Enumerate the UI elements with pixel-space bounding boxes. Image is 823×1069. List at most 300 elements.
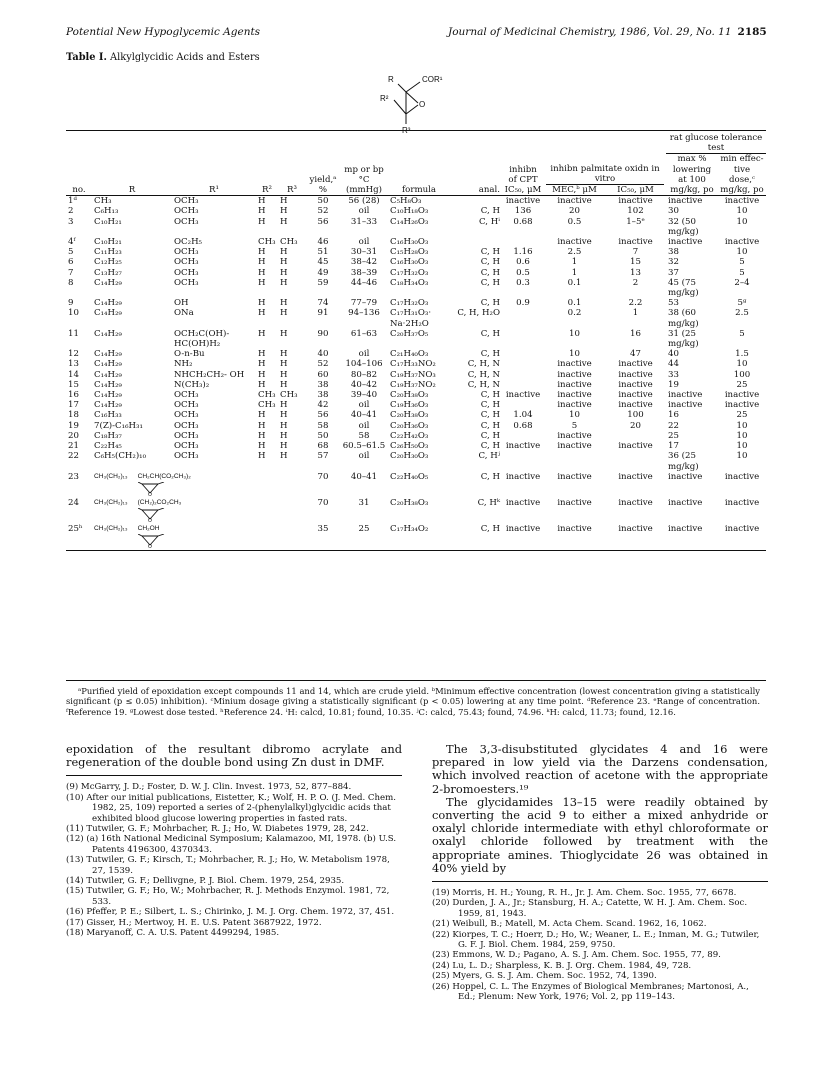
cell-formula: C₂₁H₄₀O₃	[390, 349, 429, 360]
cell-ic50: inactive	[618, 497, 653, 508]
cell-mec: inactive	[557, 441, 592, 452]
table-row	[66, 206, 766, 216]
cell-mp: 38–42	[350, 257, 378, 268]
cell-yield: 68	[317, 441, 329, 452]
table-row	[66, 308, 766, 328]
cell-ic50: 102	[627, 206, 644, 217]
reference-item: (24) Lu, L. D.; Sharpless, K. B. J. Org. Chem. 1984, 49, 728.	[432, 960, 692, 971]
cell-no: 23	[68, 471, 79, 482]
cell-anal: C, Hⁱ	[479, 216, 500, 227]
header-mp: mp or bp °C (mmHg)	[340, 154, 388, 196]
cell-cpt	[502, 308, 544, 328]
cell-r: C₁₀H₂₁	[94, 237, 122, 248]
cell-yield: 50	[317, 196, 329, 207]
cell-mied: 10	[736, 430, 748, 441]
cell-max: 32 (50 mg/kg)	[668, 216, 699, 237]
cell-formula: C₂₀H₃₇O₅	[390, 328, 429, 339]
cell-anal: C, H	[480, 349, 500, 360]
cell-mied: 5	[739, 267, 745, 278]
cell-r1: NH₂	[174, 359, 193, 370]
table-row	[66, 421, 766, 431]
cell-formula: C₁₇H₃₂O₃	[390, 298, 429, 309]
cell-mied: 10	[736, 216, 748, 227]
cell-r3: H	[280, 247, 288, 258]
cell-yield: 91	[317, 308, 329, 319]
cell-mec: 0.1	[567, 277, 582, 288]
cell-r: C₁₄H₂₉	[94, 308, 122, 319]
left-body-text: epoxidation of the resultant dibromo acrylate and regeneration of the double bond using Zn dust in DMF.	[66, 742, 402, 770]
reference-item: (26) Hoppel, C. L. The Enzymes of Biological Membranes; Martonosi, A., Ed.; Plenum: New York, 1976; Vol. 2, pp 119–143.	[432, 981, 749, 1003]
cell-anal: C, H, N	[467, 359, 500, 370]
cell-r3: H	[280, 277, 288, 288]
cell-mec: inactive	[557, 400, 592, 411]
cell-ic50: inactive	[618, 237, 653, 248]
cell-anal: C, H	[480, 277, 500, 288]
cell-cpt: inactive	[505, 497, 541, 508]
cell-max: 53	[668, 298, 679, 309]
cell-anal	[450, 196, 502, 207]
cell-r2: H	[258, 410, 266, 421]
cell-mec: 10	[569, 349, 580, 360]
cell-cpt: inactive	[505, 471, 541, 482]
table-row	[66, 400, 766, 410]
cell-ic50: 1–5ᵉ	[626, 216, 645, 227]
svg-text:O: O	[148, 517, 152, 522]
cell-no: 15	[68, 379, 79, 390]
cell-mied: 10	[736, 206, 748, 217]
cell-mied: 25	[736, 410, 748, 421]
cell-r1: NHCH₂CH₂- OH	[174, 369, 245, 380]
cell-cpt: 0.68	[513, 216, 533, 227]
cell-mec: inactive	[557, 359, 592, 370]
cell-mec: inactive	[557, 196, 592, 207]
cell-mied: inactive	[724, 400, 760, 411]
cell-r2: H	[258, 247, 266, 258]
cell-no: 12	[68, 349, 79, 360]
cell-formula: C₂₀H₃₈O₃	[390, 497, 429, 508]
cell-ic50: inactive	[618, 196, 653, 207]
cell-no: 11	[68, 328, 79, 339]
cell-mp: 25	[340, 524, 388, 551]
cell-cpt	[502, 329, 544, 349]
cell-max: inactive	[668, 471, 703, 482]
cell-mp: oil	[358, 206, 370, 217]
cell-r: C₁₄H₂₉	[94, 400, 122, 411]
cell-mec: inactive	[557, 390, 592, 401]
cell-mied: inactive	[724, 497, 760, 508]
cell-r3: H	[280, 441, 288, 452]
cell-yield: 56	[317, 410, 329, 421]
cell-yield: 42	[317, 400, 329, 411]
header-max-lowering: max % lowering at 100 mg/kg, po	[666, 154, 718, 196]
cell-mp: 61–63	[350, 328, 378, 339]
page-number: 2185	[737, 26, 767, 38]
cell-mp: oil	[358, 349, 370, 360]
cell-ic50: 13	[630, 267, 641, 278]
cell-no: 9	[68, 298, 74, 309]
cell-mied: 5	[739, 257, 745, 268]
struct-substituent: CH₂CH(CO₂CH₃)₂	[137, 472, 191, 480]
cell-r3: H	[280, 308, 288, 319]
table-row	[66, 257, 766, 267]
cell-mied: 10	[736, 441, 748, 452]
cell-yield: 52	[317, 206, 329, 217]
cell-anal: C, H	[480, 410, 500, 421]
table-row-special	[66, 472, 766, 498]
cell-structure	[92, 472, 306, 498]
cell-anal: C, Hᵏ	[477, 497, 500, 508]
cell-ic50: 47	[630, 349, 641, 360]
cell-r3: H	[280, 206, 288, 217]
cell-max: inactive	[668, 497, 703, 508]
cell-max: 40	[668, 349, 679, 360]
cell-yield: 70	[317, 497, 329, 508]
cell-cpt	[502, 359, 544, 369]
reference-item: (9) McGarry, J. D.; Foster, D. W. J. Clin. Invest. 1973, 52, 877–884.	[66, 782, 352, 793]
cell-max: 38 (60 mg/kg)	[668, 308, 699, 329]
cell-r3: H	[280, 328, 288, 339]
struct-r: R	[388, 75, 394, 84]
cell-formula: C₁₀H₁₈O₃	[390, 206, 429, 217]
cell-r1: ONa	[174, 308, 194, 319]
header-cpt: inhibn of CPT IC₅₀, μM	[502, 154, 544, 196]
cell-r2: H	[258, 206, 266, 217]
cell-anal: C, H	[480, 247, 500, 258]
cell-formula: C₁₇H₃₂O₃	[390, 267, 429, 278]
struct-substituent: (CH₂)₂CO₂CH₃	[137, 498, 182, 506]
cell-cpt: inactive	[505, 390, 541, 401]
cell-r1: O-n-Bu	[174, 349, 205, 360]
cell-yield: 70	[317, 471, 329, 482]
cell-r2: H	[258, 430, 266, 441]
table-row	[66, 410, 766, 420]
cell-mp: oil	[358, 451, 370, 462]
reference-item: (18) Maryanoff, C. A. U.S. Patent 4499294, 1985.	[66, 928, 280, 939]
cell-r1: OCH₃	[174, 267, 199, 278]
struct-o: O	[419, 100, 426, 109]
cell-formula: C₁₆H₃₀O₃	[390, 237, 429, 248]
cell-no: 7	[68, 267, 74, 278]
cell-mec: inactive	[557, 471, 592, 482]
cell-r3: H	[280, 451, 288, 462]
cell-formula: C₂₂H₄₂O₃	[390, 430, 429, 441]
cell-yield: 38	[317, 390, 329, 401]
table-row	[66, 380, 766, 390]
table-row	[66, 441, 766, 451]
reference-item: (22) Kiorpes, T. C.; Hoerr, D.; Ho, W.; Weaner, L. E.; Inman, M. G.; Tutwiler, G. F. J. Biol. Chem. 1984, 259, 9750.	[432, 929, 760, 951]
cell-r3: H	[280, 216, 288, 227]
cell-ic50: inactive	[618, 359, 653, 370]
right-column	[432, 743, 768, 1003]
cell-formula: C₁₆H₃₀O₃	[390, 257, 429, 268]
cell-r1: OCH₃	[174, 247, 199, 258]
cell-no: 18	[68, 410, 79, 421]
cell-no: 25ʰ	[66, 524, 92, 551]
cell-r1: OCH₃	[174, 400, 199, 411]
struct-chain: CH₃(CH₂)₁₃	[94, 524, 128, 532]
cell-mp: 40–41	[350, 471, 378, 482]
cell-no: 1ᵈ	[68, 196, 77, 207]
cell-formula: C₂₀H₃₆O₃	[390, 420, 429, 431]
reference-item: (23) Emmons, W. D.; Pagano, A. S. J. Am. Chem. Soc. 1955, 77, 89.	[432, 950, 721, 961]
cell-formula: C₂₂H₄₀O₅	[390, 471, 429, 482]
cell-r2: H	[258, 298, 266, 309]
cell-no: 5	[68, 247, 74, 258]
cell-r2: H	[258, 359, 266, 370]
cell-ic50: 1	[632, 308, 639, 319]
cell-mec: inactive	[557, 497, 592, 508]
table-row	[66, 349, 766, 359]
cell-mp: 80–82	[350, 369, 378, 380]
cell-mied: 100	[733, 369, 751, 380]
cell-mec: 20	[569, 206, 580, 217]
table-footnote: ᵃPurified yield of epoxidation except compounds 11 and 14, which are crude yield. ᵇMinimum effective concentration (lowest concentration giving a statistically significant (p ≤ 0.05) inhibition). ᶜMinium dosage giving a statistically significant (p < 0.05) lowering at any time point. ᵈReference 23. ᵉRange of concentration. ᶠReference 19. ᵍLowest dose tested. ʰReference 24. ⁱH: calcd, 10.81; found, 10.35. ʲC: calcd, 75.43; found, 74.96. ᵏH: calcd, 11.73; found, 12.16.	[66, 686, 760, 717]
cell-r: C₁₄H₂₉	[94, 349, 122, 360]
cell-formula: C₁₇H₃₁O₃· Na·2H₂O	[390, 308, 432, 329]
svg-text:O: O	[148, 543, 152, 548]
cell-r: C₁₃H₂₇	[94, 267, 122, 278]
cell-no: 16	[68, 390, 79, 401]
cell-mec: 10	[569, 410, 580, 421]
cell-formula: C₁₉H₃₇NO₂	[390, 379, 436, 390]
cell-r3: CH₃	[280, 390, 298, 401]
cell-mied: 5	[739, 328, 745, 339]
cell-mp: 44–46	[350, 277, 378, 288]
cell-mec	[544, 451, 605, 471]
cell-mp: 31–33	[350, 216, 378, 227]
table-row	[66, 247, 766, 257]
cell-anal: C, H	[450, 524, 502, 551]
cell-ic50: 2.2	[628, 298, 643, 309]
cell-r: C₆H₅(CH₂)₁₀	[94, 451, 147, 462]
right-body-text-2: The glycidamides 13–15 were readily obtained by converting the acid 9 to either a mixed anhydride or oxalyl chloride intermediate with ethyl chloroformate or oxalyl chloride followed by treatment with the appropriate amines. Thioglycidate 26 was obtained in 40% yield by	[432, 794, 768, 875]
cell-r1: OCH₃	[174, 390, 199, 401]
glycidate-structure	[360, 70, 470, 136]
cell-formula: C₁₇H₃₄O₂	[388, 524, 450, 551]
cell-max: inactive	[668, 390, 703, 401]
reference-item: (11) Tutwiler, G. F.; Mohrbacher, R. J.; Ho, W. Diabetes 1979, 28, 242.	[66, 824, 369, 835]
reference-item: (15) Tutwiler, G. F.; Ho, W.; Mohrbacher, R. J. Methods Enzymol. 1981, 72, 533.	[66, 886, 390, 907]
cell-mp: oil	[358, 420, 370, 431]
cell-r3: H	[280, 257, 288, 268]
cell-anal: C, H, H₂O	[457, 308, 500, 319]
table-row	[66, 278, 766, 298]
cell-r1: OH	[174, 298, 189, 309]
reference-rule-right	[432, 881, 768, 882]
struct-r2: R²	[380, 94, 389, 103]
cell-no: 20	[68, 430, 79, 441]
cell-anal: C, H	[480, 441, 500, 452]
cell-max: inactive	[668, 400, 703, 411]
cell-mied: 5ᵍ	[737, 298, 747, 309]
cell-r2: H	[258, 216, 266, 227]
cell-mec: inactive	[557, 379, 592, 390]
struct-cor: COR¹	[422, 75, 443, 84]
cell-yield: 40	[317, 349, 329, 360]
cell-r: C₂₂H₄₅	[94, 441, 122, 452]
cell-r: C₁₄H₂₉	[94, 369, 122, 380]
cell-yield: 51	[317, 247, 329, 258]
cell-no: 24	[68, 497, 79, 508]
cell-max: 32	[668, 257, 679, 268]
cell-r1: OCH₃	[174, 430, 199, 441]
cell-anal: C, H	[480, 257, 500, 268]
cell-r1: OCH₃	[174, 216, 199, 227]
header-rat-glucose: rat glucose tolerance test	[666, 131, 766, 154]
cell-mied: 2–4	[734, 277, 750, 288]
running-head-left: Potential New Hypoglycemic Agents	[66, 26, 261, 38]
header-no: no.	[66, 154, 92, 196]
cell-cpt: 0.5	[516, 267, 530, 278]
cell-structure	[92, 498, 306, 524]
cell-anal: C, H	[480, 471, 500, 482]
reference-item: (12) (a) 16th National Medicinal Symposium; Kalamazoo, MI, 1978. (b) U.S. Patents 4196300, 4370343.	[66, 834, 397, 855]
cell-r2: H	[258, 369, 266, 380]
cell-cpt	[502, 370, 544, 380]
cell-formula: C₂₆H₅₀O₃	[390, 441, 429, 452]
reference-item: (16) Pfeffer, P. E.; Silbert, L. S.; Chirinko, J. M. J. Org. Chem. 1972, 37, 451.	[66, 907, 395, 918]
cell-yield: 49	[317, 267, 329, 278]
cell-mec: 0.2	[567, 308, 582, 319]
cell-r: C₁₈H₃₇	[94, 430, 122, 441]
cell-r3: H	[280, 430, 288, 441]
cell-anal: C, H	[480, 400, 500, 411]
cell-yield: 56	[317, 216, 329, 227]
cell-mied: inactive	[724, 196, 760, 207]
cell-ic50: 100	[627, 410, 644, 421]
table-row	[66, 370, 766, 380]
left-column	[66, 743, 402, 939]
cell-cpt: 0.9	[516, 298, 530, 309]
cell-formula: C₁₉H₃₇NO₃	[390, 369, 436, 380]
cell-mec: 10	[569, 328, 580, 339]
header-anal: anal.	[450, 154, 502, 196]
cell-mp: 38–39	[350, 267, 378, 278]
cell-max: 37	[668, 267, 679, 278]
table-caption	[66, 52, 260, 63]
cell-cpt: 0.6	[516, 257, 530, 268]
cell-r2: H	[258, 441, 266, 452]
cell-r2: CH₃	[258, 237, 276, 248]
cell-mied: 2.5	[735, 308, 749, 319]
cell-r: C₁₄H₂₉	[94, 328, 122, 339]
cell-cpt	[502, 431, 544, 441]
cell-no: 3	[68, 216, 74, 227]
cell-no: 4ᶠ	[68, 237, 76, 248]
cell-r3: CH₃	[280, 237, 298, 248]
table-row-special	[66, 498, 766, 524]
cell-ic50: 7	[632, 247, 639, 258]
cell-no: 6	[68, 257, 74, 268]
cell-ic50: 15	[630, 257, 641, 268]
reference-item: (10) After our initial publications, Eistetter, K.; Wolf, H. P. O. (J. Med. Chem. 1982, 25, 109) reported a series of 2-(phenylalkyl)glycidic acids that exhibited blood glucose lowering properties in fasted rats.	[66, 792, 396, 824]
cell-yield: 52	[317, 359, 329, 370]
cell-max: 33	[668, 369, 679, 380]
cell-max: inactive	[668, 237, 703, 248]
cell-mp: 58	[358, 430, 370, 441]
table-row	[66, 359, 766, 369]
cell-no: 19	[68, 420, 79, 431]
cell-max: 16	[668, 410, 679, 421]
cell-formula: C₂₀H₃₈O₃	[390, 410, 429, 421]
cell-r2: H	[258, 379, 266, 390]
cell-r: C₁₄H₂₉	[94, 359, 122, 370]
cell-mec: inactive	[544, 524, 605, 551]
cell-r: C₁₆H₃₃	[94, 410, 122, 421]
cell-ic50: inactive	[618, 471, 653, 482]
table-row	[66, 451, 766, 471]
cell-r1: OC₂H₅	[174, 237, 203, 248]
cell-max: 30	[668, 206, 679, 217]
header-r3: R³	[278, 154, 306, 196]
reference-rule-left	[66, 775, 402, 776]
cell-r3: H	[280, 410, 288, 421]
cell-mp: 39–40	[350, 390, 378, 401]
cell-r2: CH₃	[258, 400, 276, 411]
cell-anal: C, H	[480, 328, 500, 339]
cell-formula: C₂₀H₃₀O₃	[390, 451, 429, 462]
table-row	[66, 196, 766, 207]
cell-no: 17	[68, 400, 79, 411]
cell-mp: 40–41	[350, 410, 378, 421]
cell-max: 17	[668, 441, 679, 452]
cell-mp: 60.5–61.5	[342, 441, 386, 452]
cell-ic50	[605, 451, 666, 471]
cell-no: 13	[68, 359, 79, 370]
cell-r3: H	[280, 298, 288, 309]
running-head-right	[448, 26, 767, 38]
cell-max: inactive	[668, 196, 703, 207]
cell-r2: H	[258, 308, 266, 319]
cell-yield: 59	[317, 277, 329, 288]
cell-r3: H	[280, 359, 288, 370]
cell-r1: OCH₃	[174, 206, 199, 217]
cell-r: C₁₄H₂₉	[94, 390, 122, 401]
cell-cpt	[502, 237, 544, 247]
reference-item: (19) Morris, H. H.; Young, R. H., Jr. J. Am. Chem. Soc. 1955, 77, 6678.	[432, 888, 737, 899]
right-body-text-1: The 3,3-disubstituted glycidates 4 and 16 were prepared in low yield via the Darzens condensation, which involved reaction of acetone with the appropriate 2-bromoesters.¹⁹	[432, 742, 768, 796]
table-row	[66, 217, 766, 237]
struct-chain: CH₃(CH₂)₁₃	[94, 472, 128, 480]
cell-r: C₁₄H₂₉	[94, 379, 122, 390]
cell-r1: OCH₃	[174, 277, 199, 288]
header-palmitate-group	[544, 154, 666, 196]
cell-r2: H	[258, 196, 266, 207]
cell-r2: H	[258, 420, 266, 431]
cell-mp: 104–106	[345, 359, 383, 370]
cell-mec: 1	[571, 257, 578, 268]
cell-max: 25	[668, 430, 679, 441]
cell-mied: 10	[736, 247, 748, 258]
cell-cpt: inactive	[505, 196, 541, 207]
reference-item: (25) Myers, G. S. J. Am. Chem. Soc. 1952, 74, 1390.	[432, 971, 657, 982]
header-r2: R²	[256, 154, 278, 196]
table-row-special	[66, 524, 766, 551]
cell-r: C₁₀H₂₁	[94, 216, 122, 227]
cell-r1: OCH₃	[174, 257, 199, 268]
cell-r2: H	[258, 349, 266, 360]
svg-text:O: O	[148, 491, 152, 496]
cell-mec: inactive	[557, 430, 592, 441]
cell-mec: 0.5	[567, 216, 582, 227]
header-formula: formula	[388, 154, 450, 196]
cell-r1: OCH₃	[174, 420, 199, 431]
reference-item: (20) Durden, J. A., Jr.; Stansburg, H. A.; Catette, W. H. J. Am. Chem. Soc. 1959, 81, 1943.	[432, 898, 748, 919]
cell-ic50: inactive	[618, 400, 653, 411]
cell-max: 19	[668, 379, 679, 390]
cell-mp: oil	[358, 237, 370, 248]
cell-cpt: inactive	[502, 524, 544, 551]
